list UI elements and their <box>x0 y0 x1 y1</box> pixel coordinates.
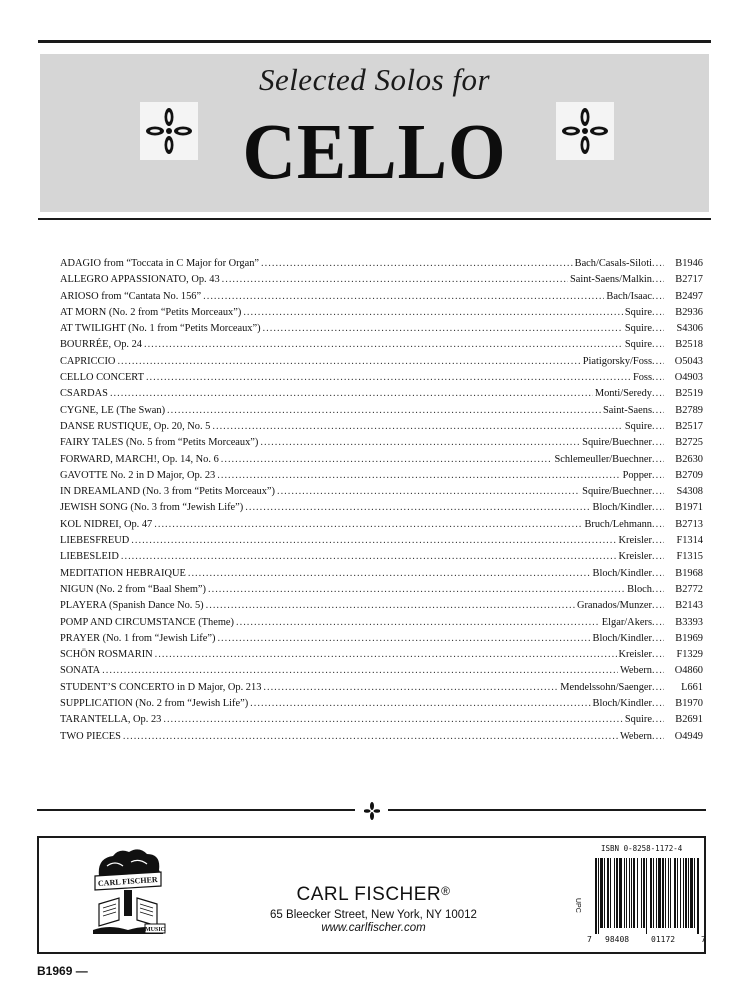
leader-dots <box>102 663 618 679</box>
barcode-bar <box>677 858 678 928</box>
solo-entry <box>60 289 703 305</box>
barcode-digits-group1: 98408 <box>605 935 630 944</box>
solo-title: FAIRY TALES (No. 5 from “Petits Morceaux”) <box>60 437 259 449</box>
solo-catalog-number: S4308 <box>676 486 703 498</box>
solo-entry <box>60 615 703 631</box>
leader-dots <box>652 517 664 533</box>
leader-dots <box>261 256 573 272</box>
solo-entry <box>60 729 703 745</box>
barcode-bar <box>616 858 618 928</box>
solo-composer: Squire <box>624 323 652 335</box>
solo-composer: Popper <box>622 469 652 481</box>
solo-composer: Webern <box>619 730 652 742</box>
solo-catalog-number: B2143 <box>675 600 703 612</box>
barcode-bar <box>614 858 615 928</box>
solo-catalog-number: B1969 <box>675 632 703 644</box>
top-rule <box>38 40 711 43</box>
leader-dots <box>155 647 617 663</box>
leader-dots <box>652 533 664 549</box>
solo-catalog-number: B2725 <box>675 437 703 449</box>
solo-entry <box>60 549 703 565</box>
solo-catalog-number: B1968 <box>675 567 703 579</box>
solo-composer: Bloch/Kindler <box>592 632 652 644</box>
barcode-bar <box>624 858 625 928</box>
solo-composer: Bach/Casals-Siloti <box>574 258 652 269</box>
leader-dots <box>652 680 664 696</box>
solo-composer: Squire <box>624 339 652 351</box>
isbn-text: ISBN 0-8258-1172-4 <box>601 844 683 853</box>
leader-dots <box>245 500 590 516</box>
header-subtitle: Selected Solos for <box>258 62 491 97</box>
solo-composer: Squire <box>624 306 652 318</box>
leader-dots <box>146 370 631 386</box>
solo-composer: Elgar/Akers <box>601 616 652 628</box>
barcode-bar <box>643 858 645 928</box>
leader-dots <box>236 615 600 631</box>
leader-dots <box>154 517 582 533</box>
solo-composer: Bloch/Kindler <box>592 502 652 514</box>
solo-title: LIEBESFREUD <box>60 535 130 547</box>
solo-title: PRAYER (No. 1 from “Jewish Life”) <box>60 632 216 644</box>
barcode-bar <box>619 858 622 928</box>
solo-composer: Bloch <box>627 583 652 595</box>
publisher-address: 65 Bleecker Street, New York, NY 10012 <box>270 909 477 921</box>
solo-composer: Mendelssohn/Saenger <box>560 681 652 693</box>
solo-title: KOL NIDREI, Op. 47 <box>60 518 153 530</box>
solo-title: PLAYERA (Spanish Dance No. 5) <box>60 600 204 612</box>
solo-title: TWO PIECES <box>60 730 121 742</box>
solo-title: SCHÖN ROSMARIN <box>60 649 153 661</box>
leader-dots <box>117 354 580 370</box>
barcode-bar <box>656 858 657 928</box>
barcode-bar <box>680 858 681 928</box>
solo-title: CYGNE, LE (The Swan) <box>60 404 166 416</box>
solo-catalog-number: B2717 <box>675 274 703 286</box>
leader-dots <box>652 615 664 631</box>
leader-dots <box>110 386 593 402</box>
leader-dots <box>203 289 604 305</box>
solo-entry <box>60 272 703 288</box>
solo-entry <box>60 533 703 549</box>
footer-divider-left <box>37 809 355 811</box>
solo-composer: Piatigorsky/Foss <box>582 355 652 367</box>
solo-entry <box>60 452 703 468</box>
solo-composer: Schlemeuller/Buechner <box>554 453 652 465</box>
solo-composer: Monti/Seredy <box>594 388 652 400</box>
solo-catalog-number: B2519 <box>675 388 703 400</box>
solo-title: NIGUN (No. 2 from “Baal Shem”) <box>60 583 207 595</box>
leader-dots <box>221 452 553 468</box>
catalog-code: B1969 — <box>37 964 88 978</box>
leader-dots <box>131 533 616 549</box>
solo-composer: Saint-Saens <box>602 404 652 416</box>
solo-composer: Saint-Saens/Malkin <box>570 274 652 286</box>
barcode-bar <box>665 858 666 928</box>
solo-entry <box>60 419 703 435</box>
solo-catalog-number: O4903 <box>674 372 703 384</box>
logo-music-text: MUSIC <box>144 927 166 933</box>
solo-catalog-number: O4949 <box>674 730 703 742</box>
solo-composer: Squire/Buechner <box>582 486 652 498</box>
solo-catalog-number: O4860 <box>674 665 703 677</box>
barcode-bar <box>697 858 699 934</box>
publisher-website: www.carlfischer.com <box>321 922 426 934</box>
solo-title: GAVOTTE No. 2 in D Major, Op. 23 <box>60 469 216 481</box>
solo-catalog-number: B2630 <box>675 453 703 465</box>
barcode-bar <box>694 858 695 928</box>
solo-entry <box>60 386 703 402</box>
solo-entry <box>60 403 703 419</box>
upc-label: UPC <box>574 898 581 913</box>
solo-entry <box>60 435 703 451</box>
barcode-bar <box>668 858 669 928</box>
publisher-box <box>37 836 706 954</box>
leader-dots <box>260 435 580 451</box>
solo-entry <box>60 566 703 582</box>
quatrefoil-ornament-icon <box>560 106 610 156</box>
leader-dots <box>652 484 664 500</box>
solo-entry <box>60 712 703 728</box>
leader-dots <box>652 712 664 728</box>
solo-entry <box>60 647 703 663</box>
barcode-bar <box>688 858 689 928</box>
leader-dots <box>167 403 601 419</box>
solo-title: CSARDAS <box>60 388 108 400</box>
leader-dots <box>652 468 664 484</box>
barcode-bar <box>641 858 642 928</box>
leader-dots <box>652 729 664 745</box>
header-panel <box>40 54 709 212</box>
leader-dots <box>188 566 591 582</box>
leader-dots <box>652 305 664 321</box>
solo-composer: Kreisler <box>618 535 652 547</box>
leader-dots <box>652 631 664 647</box>
barcode-bar <box>633 858 635 928</box>
solo-catalog-number: B2709 <box>675 469 703 481</box>
solo-catalog-number: F1315 <box>676 551 703 563</box>
solo-catalog-number: B2936 <box>675 306 703 318</box>
barcode-bar <box>646 858 647 934</box>
solo-title: CAPRICCIO <box>60 355 116 367</box>
barcode-bar <box>658 858 661 928</box>
leader-dots <box>652 500 664 516</box>
solo-entry <box>60 663 703 679</box>
leader-dots <box>208 582 625 598</box>
solo-composer: Kreisler <box>618 649 652 661</box>
solo-title: IN DREAMLAND (No. 3 from “Petits Morceaux”) <box>60 486 275 498</box>
leader-dots <box>206 598 575 614</box>
barcode-digits-group2: 01172 <box>651 935 676 944</box>
upc-barcode <box>595 858 699 934</box>
leader-dots <box>652 598 664 614</box>
solo-list <box>60 256 703 745</box>
solo-entry <box>60 582 703 598</box>
solo-catalog-number: B2497 <box>675 290 703 302</box>
solo-title: POMP AND CIRCUMSTANCE (Theme) <box>60 616 234 628</box>
barcode-bar <box>626 858 627 928</box>
leader-dots <box>222 272 568 288</box>
footer-divider-right <box>388 809 706 811</box>
solo-catalog-number: F1314 <box>676 535 703 547</box>
barcode-bar <box>637 858 638 928</box>
leader-dots <box>652 549 664 565</box>
leader-dots <box>652 403 664 419</box>
solo-catalog-number: B1970 <box>675 698 703 710</box>
leader-dots <box>652 386 664 402</box>
leader-dots <box>277 484 580 500</box>
barcode-bar <box>670 858 671 928</box>
solo-title: BOURRÉE, Op. 24 <box>60 339 142 351</box>
barcode-bar <box>598 858 599 934</box>
barcode-bar <box>662 858 664 928</box>
solo-entry <box>60 305 703 321</box>
solo-catalog-number: B3393 <box>675 616 703 628</box>
solo-catalog-number: L661 <box>681 681 703 693</box>
leader-dots <box>263 321 623 337</box>
header-bottom-rule <box>38 218 711 220</box>
solo-catalog-number: F1329 <box>676 649 703 661</box>
solo-title: ARIOSO from “Cantata No. 156” <box>60 290 202 302</box>
solo-entry <box>60 370 703 386</box>
solo-title: DANSE RUSTIQUE, Op. 20, No. 5 <box>60 420 211 432</box>
solo-title: STUDENT’S CONCERTO in D Major, Op. 213 <box>60 681 262 693</box>
registered-mark: ® <box>441 884 451 898</box>
solo-title: AT TWILIGHT (No. 1 from “Petits Morceaux”) <box>60 323 261 335</box>
leader-dots <box>652 452 664 468</box>
solo-entry <box>60 354 703 370</box>
barcode-digit-right: 7 <box>701 935 706 944</box>
solo-title: FORWARD, MARCH!, Op. 14, No. 6 <box>60 453 219 465</box>
leader-dots <box>652 370 664 386</box>
barcode-bar <box>685 858 687 928</box>
solo-entry <box>60 484 703 500</box>
solo-catalog-number: O5043 <box>674 355 703 367</box>
solo-title: TARANTELLA, Op. 23 <box>60 714 162 726</box>
solo-entry <box>60 468 703 484</box>
leader-dots <box>652 663 664 679</box>
barcode-bar <box>674 858 676 928</box>
leader-dots <box>652 272 664 288</box>
leader-dots <box>217 468 620 484</box>
small-ornament-icon <box>364 802 380 820</box>
leader-dots <box>250 696 590 712</box>
logo-banner-text: CARL FISCHER <box>97 874 158 889</box>
solo-catalog-number: B1946 <box>675 258 703 269</box>
solo-catalog-number: B2518 <box>675 339 703 351</box>
solo-catalog-number: B2691 <box>675 714 703 726</box>
barcode-bar <box>690 858 693 928</box>
leader-dots <box>652 321 664 337</box>
solo-entry <box>60 598 703 614</box>
solo-title: SONATA <box>60 665 101 677</box>
leader-dots <box>652 289 664 305</box>
solo-entry <box>60 680 703 696</box>
solo-catalog-number: B2517 <box>675 420 703 432</box>
header-title: CELLO <box>242 107 507 197</box>
leader-dots <box>163 712 623 728</box>
solo-title: JEWISH SONG (No. 3 from “Jewish Life”) <box>60 502 244 514</box>
leader-dots <box>652 696 664 712</box>
solo-composer: Foss <box>632 372 652 384</box>
leader-dots <box>652 354 664 370</box>
solo-title: MEDITATION HEBRAIQUE <box>60 567 186 579</box>
solo-composer: Squire/Buechner <box>582 437 652 449</box>
leader-dots <box>243 305 623 321</box>
leader-dots <box>652 566 664 582</box>
leader-dots <box>652 337 664 353</box>
solo-composer: Bruch/Lehmann <box>584 518 652 530</box>
solo-catalog-number: S4306 <box>676 323 703 335</box>
solo-title: CELLO CONCERT <box>60 372 144 384</box>
leader-dots <box>652 256 664 272</box>
barcode-bar <box>650 858 652 928</box>
barcode-area <box>561 842 706 950</box>
solo-entry <box>60 696 703 712</box>
leader-dots <box>652 582 664 598</box>
solo-entry <box>60 337 703 353</box>
barcode-bar <box>610 858 611 928</box>
leader-dots <box>652 419 664 435</box>
barcode-bar <box>607 858 609 928</box>
solo-title: AT MORN (No. 2 from “Petits Morceaux”) <box>60 306 242 318</box>
solo-composer: Granados/Munzer <box>576 600 652 612</box>
leader-dots <box>212 419 622 435</box>
barcode-bar <box>604 858 605 928</box>
solo-composer: Squire <box>624 420 652 432</box>
leader-dots <box>217 631 590 647</box>
solo-entry <box>60 517 703 533</box>
solo-entry <box>60 500 703 516</box>
leader-dots <box>144 337 623 353</box>
solo-catalog-number: B1971 <box>675 502 703 514</box>
solo-title: LIEBESLEID <box>60 551 119 563</box>
barcode-bar <box>653 858 654 928</box>
solo-catalog-number: B2772 <box>675 583 703 595</box>
solo-catalog-number: B2713 <box>675 518 703 530</box>
solo-title: ALLEGRO APPASSIONATO, Op. 43 <box>60 274 220 286</box>
solo-composer: Webern <box>619 665 652 677</box>
right-ornament <box>556 102 614 160</box>
solo-entry <box>60 256 703 272</box>
solo-composer: Squire <box>624 714 652 726</box>
leader-dots <box>652 435 664 451</box>
barcode-digit-left: 7 <box>587 935 592 944</box>
barcode-bar <box>600 858 603 928</box>
leader-dots <box>652 647 664 663</box>
solo-catalog-number: B2789 <box>675 404 703 416</box>
leader-dots <box>263 680 558 696</box>
leader-dots <box>123 729 618 745</box>
solo-composer: Bloch/Kindler <box>592 698 652 710</box>
barcode-bar <box>631 858 632 928</box>
solo-title: ADAGIO from “Toccata in C Major for Organ” <box>60 258 260 269</box>
solo-composer: Bloch/Kindler <box>592 567 652 579</box>
solo-composer: Kreisler <box>618 551 652 563</box>
barcode-bar <box>595 858 597 934</box>
publisher-name-text: CARL FISCHER <box>296 884 442 905</box>
solo-composer: Bach/Isaac <box>606 290 652 302</box>
solo-title: SUPPLICATION (No. 2 from “Jewish Life”) <box>60 698 249 710</box>
solo-entry <box>60 631 703 647</box>
barcode-bar <box>683 858 684 928</box>
barcode-bar <box>629 858 630 928</box>
solo-entry <box>60 321 703 337</box>
leader-dots <box>121 549 617 565</box>
